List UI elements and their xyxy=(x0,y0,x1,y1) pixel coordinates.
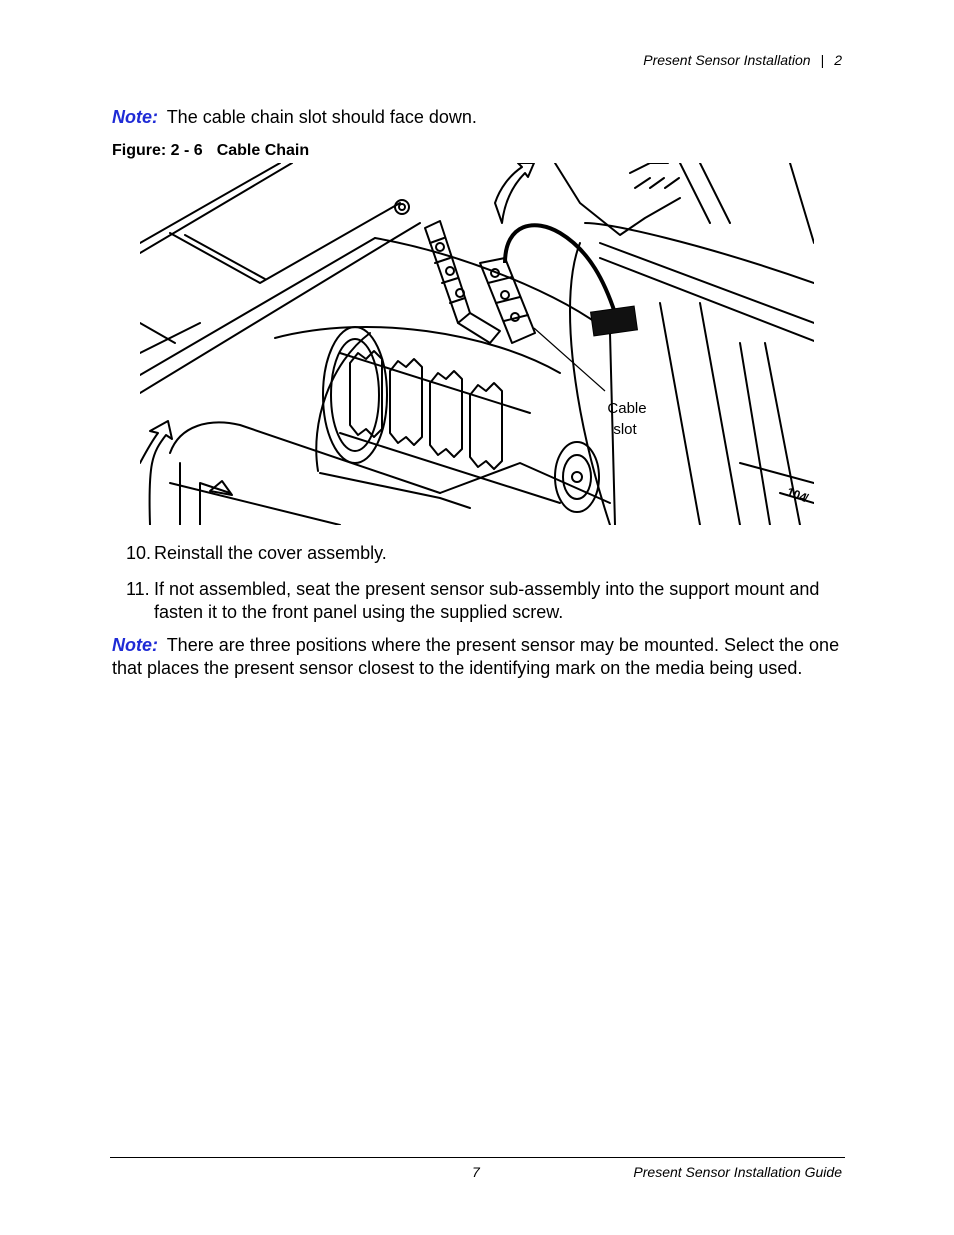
note-cable-chain xyxy=(112,106,842,129)
step-10 xyxy=(112,542,842,565)
footer-document-title: Present Sensor Installation Guide xyxy=(633,1164,842,1180)
note-sensor-positions xyxy=(112,634,842,679)
top-panel-outline xyxy=(140,163,420,393)
callout-cable: Cable xyxy=(607,400,647,417)
header-section-title: Present Sensor Installation xyxy=(643,52,811,68)
figure-title: Cable Chain xyxy=(216,142,310,159)
step-11 xyxy=(112,578,842,623)
footer-page-number: 7 xyxy=(472,1164,480,1180)
note-label: Note: xyxy=(112,107,158,127)
figure-caption xyxy=(112,142,309,160)
figure-number: Figure: 2 - 6 xyxy=(112,142,203,159)
spindle-core xyxy=(340,351,599,512)
step-text: Reinstall the cover assembly. xyxy=(154,543,387,563)
callout-leader xyxy=(534,328,605,391)
note-text: There are three positions where the present sensor may be mounted. Select the one that places the present sensor closest to the identifying mark on the media being used. xyxy=(112,635,840,678)
callout-slot: slot xyxy=(613,421,637,438)
lower-roller xyxy=(170,422,610,525)
part-number-label: 104̸ xyxy=(784,484,809,505)
header-chapter-number: 2 xyxy=(834,52,842,68)
running-header xyxy=(643,52,842,68)
footer-divider xyxy=(110,1157,845,1158)
step-number: 10. xyxy=(126,543,152,563)
header-separator: | xyxy=(820,52,825,68)
note-label: Note: xyxy=(112,635,158,655)
cable-connector xyxy=(591,306,638,336)
right-frame xyxy=(555,163,814,525)
note-text: The cable chain slot should face down. xyxy=(166,107,477,127)
step-number: 11. xyxy=(126,579,150,599)
step-text: If not assembled, seat the present sensor sub-assembly into the support mount and fasten it to the front panel using the supplied screw. xyxy=(154,579,820,622)
cable-chain-illustration xyxy=(140,163,814,525)
